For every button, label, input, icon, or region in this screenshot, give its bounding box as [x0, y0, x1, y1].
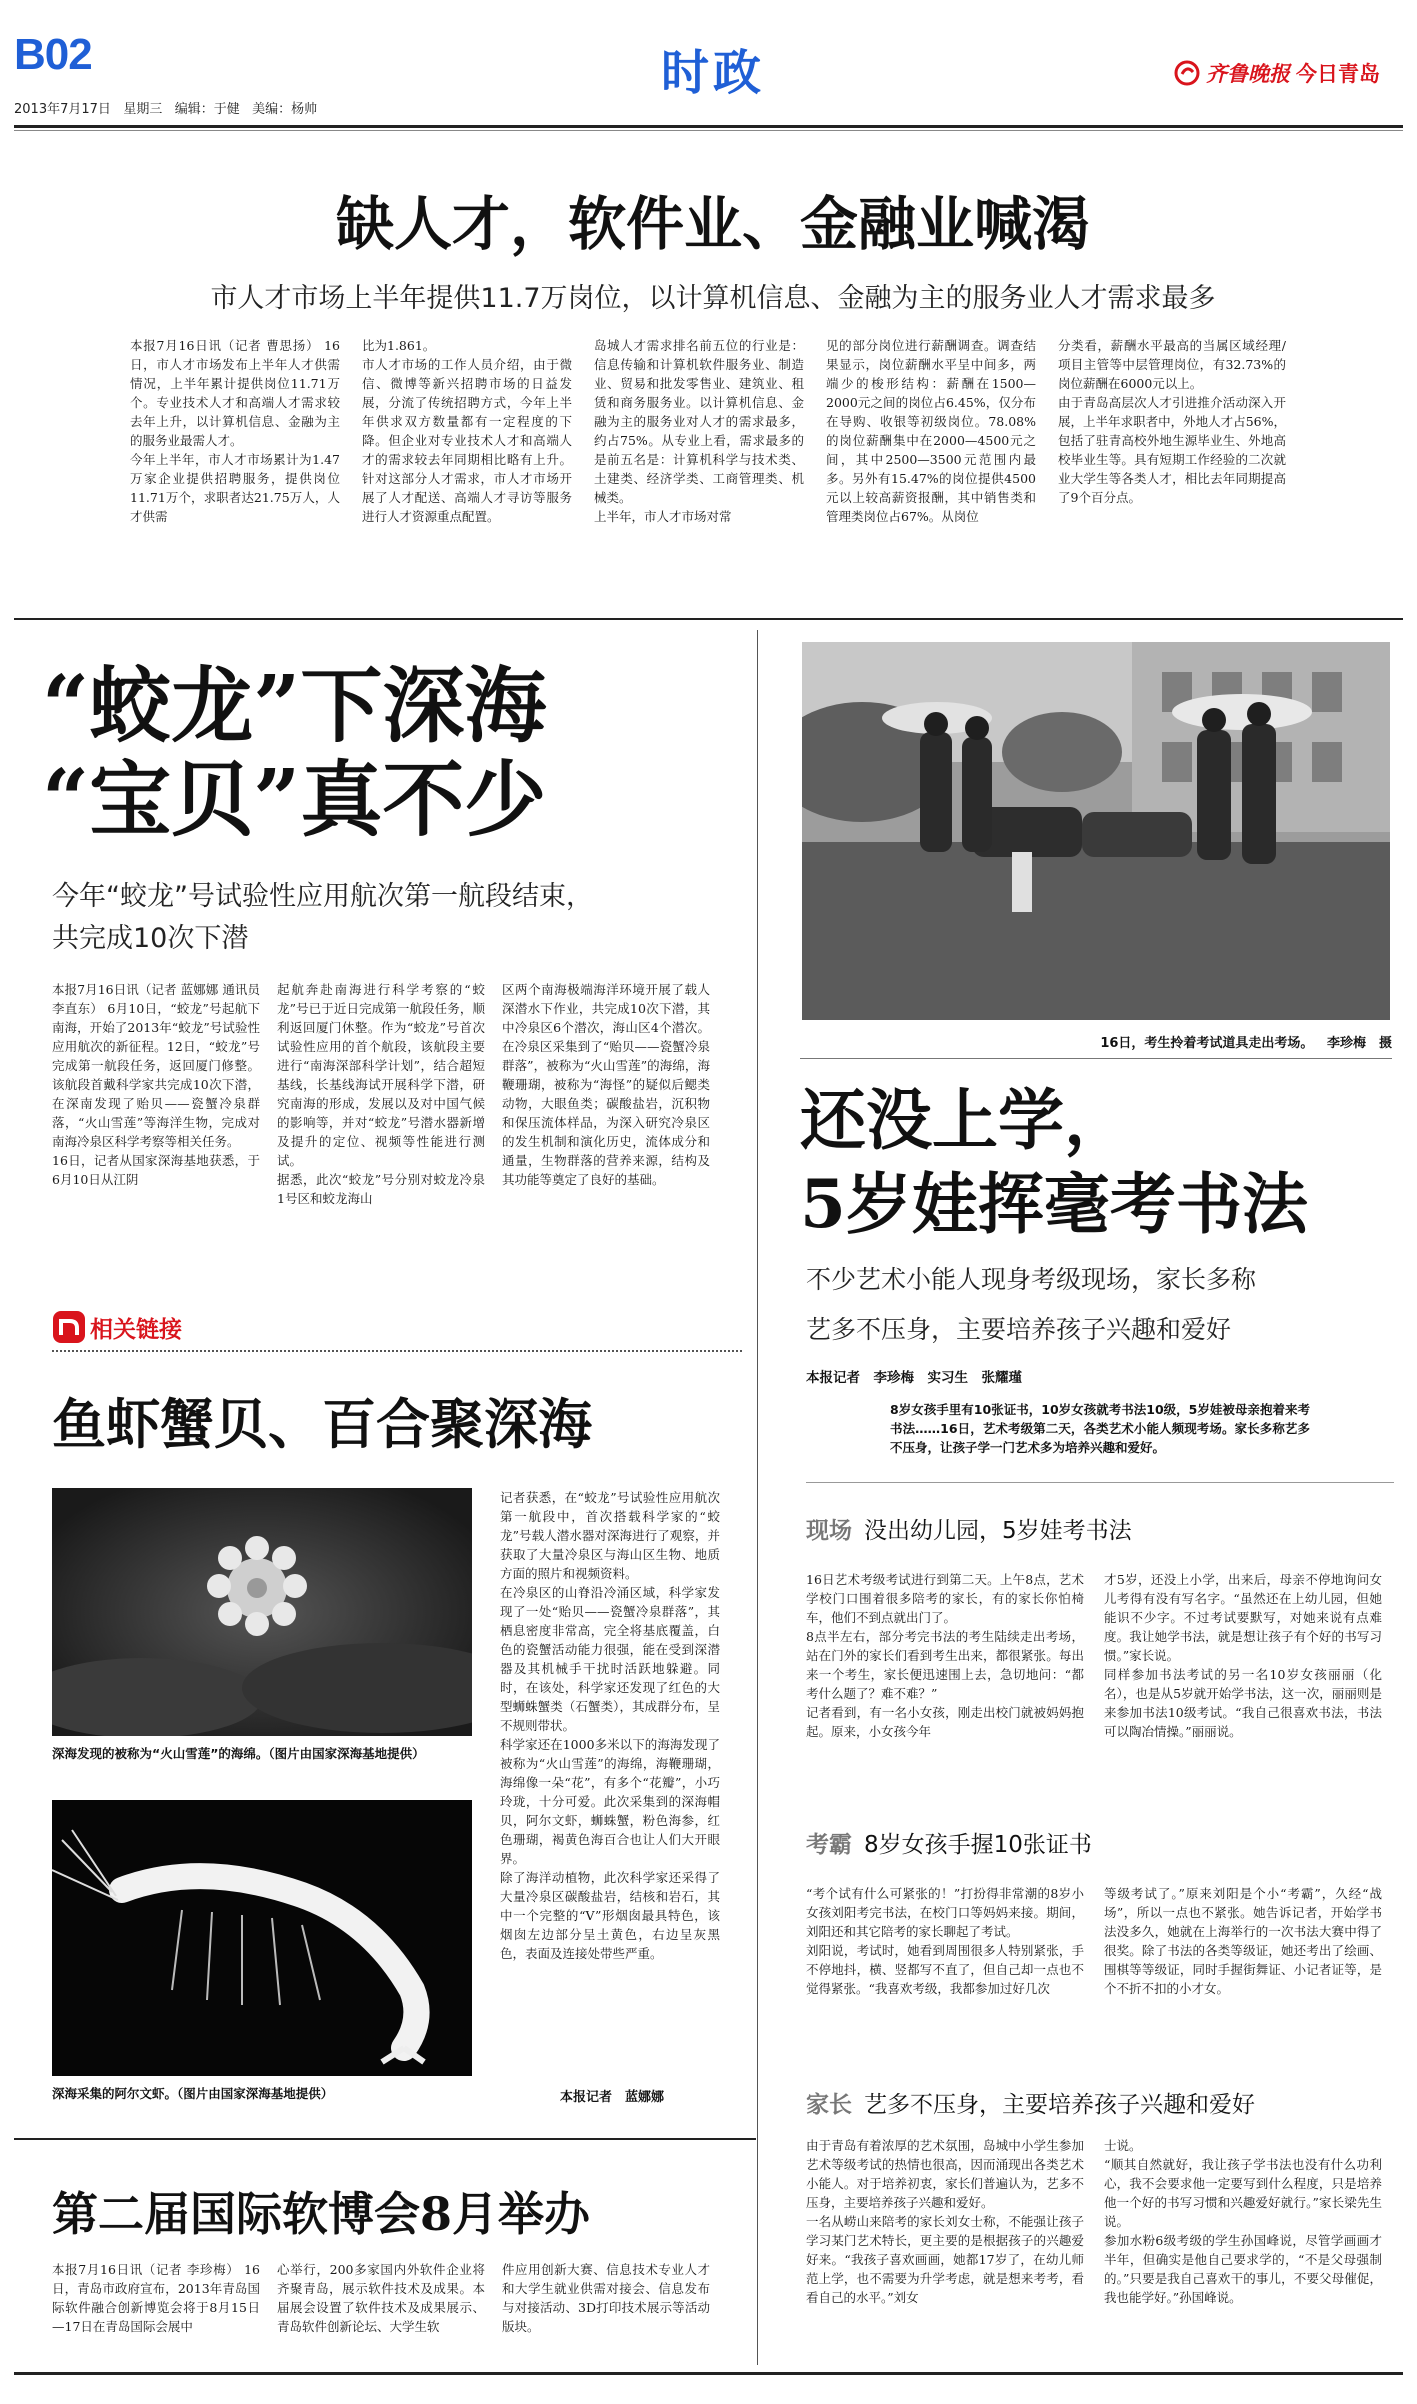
article1-bottom-rule [14, 618, 1403, 620]
article2-col-3: 区两个南海极端海洋环境开展了载人深潜水下作业，共完成10次下潜，其中冷泉区6个潜次，海山区4个潜次。在冷泉区采集到了“贻贝——瓷蟹冷泉群落”，被称为“火山雪莲”的海绵，海鞭珊瑚，被称为“海怪”的疑似后鳃类动物，大眼鱼类；碳酸盐岩，沉积物和保压流体样品，为深入研究冷泉区的发生机制和演化历史，流体成分和通量，生物群落的营养来源，结构及其功能等奠定了良好的基础。 [502, 982, 710, 1187]
page-number: B02 [14, 30, 92, 79]
section-title: 时政 [661, 45, 766, 101]
section-2-label: 考霸 [806, 1832, 852, 1858]
masthead-rule-thin [14, 130, 1403, 131]
article1-col-1: 本报7月16日讯（记者 曹思扬） 16日，市人才市场发布上半年人才供需情况，上半年累计提供岗位11.71万个。专业技术人才和高端人才需求较去年上升，以计算机信息、金融为主的服务业最需人才。 今年上半年，市人才市场累计为1.47万家企业提供招聘服务，提供岗位11.71万个，求职者达21.75万人，人才供需 [130, 338, 340, 524]
article1-title: 缺人才，软件业、金融业喊渴 [118, 188, 1308, 260]
article4-subtitle-line2: 艺多不压身，主要培养孩子兴趣和爱好 [806, 1315, 1232, 1344]
issue-date: 2013年7月17日 [14, 102, 111, 117]
section-2-col-2: 等级考试了。”原来刘阳是个小“考霸”，久经“战场”，所以一点也不紧张。她告诉记者，开始学书法没多久，她就在上海举行的一次书法大赛中得了很奖。除了书法的各类等级证，她还考出了绘画、围棋等等级证，同时手握街舞证、小记者证等，是个不折不扣的小才女。 [1104, 1886, 1382, 1996]
article3-title: 第二届国际软博会8月举办 [52, 2187, 591, 2241]
photo-caption: 16日，考生拎着考试道具走出考场。 [1100, 1036, 1314, 1051]
article1-subtitle: 市人才市场上半年提供11.7万岗位，以计算机信息、金融为主的服务业人才需求最多 [210, 283, 1216, 314]
section-1-heading [806, 1512, 1132, 1545]
article4-byline: 本报记者 李珍梅 实习生 张耀瑾 [806, 1370, 1022, 1386]
editor: 编辑：于健 [174, 102, 240, 117]
article2-col-1: 本报7月16日讯（记者 蓝娜娜 通讯员 李直东） 6月10日，“蛟龙”号起航下南海，开始了2013年“蛟龙”号试验性应用航次的新征程。12日，“蛟龙”号完成第一航段任务，返回厦门修整。该航段首戴科学家共完成10次下潜，在深南发现了贻贝——瓷蟹冷泉群落，“火山雪莲”等海洋生物，完成对南海冷泉区科学考察等相关任务。 16日，记者从国家深海基地获悉，于6月10日从江阴 [52, 982, 260, 1187]
related-body: 记者获悉，在“蛟龙”号试验性应用航次第一航段中，首次搭载科学家的“蛟龙”号载人潜水器对深海进行了观察，并获取了大量冷泉区与海山区生物、地质方面的照片和视频资料。 在冷泉区的山脊沿冷涌区域，科学家发现了一处“贻贝——瓷蟹冷泉群落”，其栖息密度非常高，完全将基底覆盖，白色的瓷蟹活动能力很强，能在受到深潜器及其机械手干扰时活跃地躲避。同时，在该处，科学家还发现了红色的大型蛳蛛蟹类（石蟹类），其成群分布，呈不规则带状。 科学家还在1000多米以下的海海发现了被称为“火山雪莲”的海绵，海鞭珊瑚，海绵像一朵“花”，有多个“花瓣”，小巧玲珑，十分可爱。此次采集到的深海帽贝，阿尔文虾，蛳蛛蟹，粉色海参，红色珊瑚，褐黄色海百合也让人们大开眼界。 除了海洋动植物，此次科学家还采得了大量冷泉区碳酸盐岩，结核和岩石，其中一个完整的“V”形烟囱最具特色，该烟囱左边部分呈土黄色，右边呈灰黑色，表面及连接处带些严重。 [500, 1490, 720, 1961]
article2-col-2: 起航奔赴南海进行科学考察的“蛟龙”号已于近日完成第一航段任务，顺利返回厦门休整。作为“蛟龙”号首次试验性应用的首个航段，该航段主要进行“南海深部科学计划”，结合超短基线，长基线海试开展科学下潜，研究南海的形成，发展以及对中国气候的影响等，并对“蛟龙”号潜水器新增及提升的定位、视频等性能进行测试。 据悉，此次“蛟龙”号分别对蛟龙冷泉1号区和蛟龙海山 [277, 982, 485, 1206]
section-1-label: 现场 [806, 1518, 852, 1544]
section-3-label: 家长 [806, 2092, 852, 2118]
article4-lead-rule [806, 1482, 1394, 1483]
related-dotted-rule [52, 1350, 742, 1352]
alvin-shrimp-caption: 深海采集的阿尔文虾。（图片由国家深海基地提供） [52, 2086, 334, 2101]
section-2-title: 8岁女孩手握10张证书 [864, 1832, 1092, 1858]
article1-col-3: 岛城人才需求排名前五位的行业是：信息传输和计算机软件服务业、制造业、贸易和批发零售业、建筑业、租赁和商务服务业。以计算机信息、金融为主的服务业对人才的需求最多，约占75%。从专业上看，需求最多的是前五名是：计算机科学与技术类、土建类、经济学类、工商管理类、机械类。 上半年，市人才市场对常 [594, 338, 804, 524]
article1-col-5: 分类看，薪酬水平最高的当属区域经理/项目主管等中层管理岗位，有32.73%的岗位薪酬在6000元以上。 由于青岛高层次人才引进推介活动深入开展，上半年求职者中，外地人才占56%，包括了驻青高校外地生源毕业生、外地高校毕业生等。具有短期工作经验的二次就业大学生等各类人才，相比去年同期提高了9个百分点。 [1058, 338, 1286, 505]
photo-caption-row [800, 1032, 1392, 1051]
masthead-rule [14, 125, 1403, 128]
article2-subtitle-line1: 今年“蛟龙”号试验性应用航次第一航段结束， [52, 881, 593, 912]
section-3-col-1: 由于青岛有着浓厚的艺术氛围，岛城中小学生参加艺术等级考试的热情也很高，因而涌现出各类艺术小能人。对于培养初衷，家长们普遍认为，艺多不压身，主要培养孩子兴趣和爱好。 一名从崂山来陪考的家长刘女士称，不能强让孩子学习某门艺术特长，更主要的是根据孩子的兴趣爱好来。“我孩子喜欢画画，她都17岁了，在幼儿师范上学，也不需要为升学考虑，就是想来考考，看看自己的水平。”刘女 [806, 2138, 1084, 2305]
article3-col-3: 件应用创新大赛、信息技术专业人才和大学生就业供需对接会、信息发布与对接活动、3D打印技术展示等活动版块。 [502, 2262, 710, 2334]
article4-lead: 8岁女孩手里有10张证书，10岁女孩就考书法10级，5岁娃被母亲抱着来考书法……16日，艺术考级第二天，各类艺术小能人频现考场。家长多称艺多不压身，让孩子学一门艺术多为培养兴趣和爱好。 [890, 1402, 1310, 1455]
section-1-col-2: 才5岁，还没上小学，出来后，母亲不停地询问女儿考得有没有写名字。“虽然还在上幼儿园，但她能识不少字。不过考试要默写，对她来说有点难度。我让她学书法，就是想让孩子有个好的书写习惯。”家长说。 同样参加书法考试的另一名10岁女孩丽丽（化名），也是从5岁就开始学书法，这一次，丽丽则是来参加书法10级考试。“我自己很喜欢书法，书法可以陶冶情操。”丽丽说。 [1104, 1572, 1382, 1739]
masthead-meta [14, 98, 317, 117]
article4-subtitle-line1: 不少艺术小能人现身考级现场，家长多称 [806, 1265, 1257, 1294]
related-link-tag [52, 1310, 182, 1344]
alvin-shrimp-photo [52, 1800, 472, 2076]
paper-brand [1174, 58, 1380, 88]
article3-col-2: 心举行，200多家国内外软件企业将齐聚青岛，展示软件技术及成果。本届展会设置了软件技术及成果展示、青岛软件创新论坛、大学生软 [277, 2262, 485, 2334]
article4-title-line1: 还没上学， [800, 1081, 1130, 1159]
paper-name: 齐鲁晚报 [1206, 62, 1290, 86]
exam-students-photo [802, 642, 1390, 1020]
section-1-title: 没出幼儿园，5岁娃考书法 [864, 1518, 1132, 1544]
weekday: 星期三 [123, 102, 163, 117]
section-1-col-1: 16日艺术考级考试进行到第二天。上午8点，艺术学校门口围着很多陪考的家长，有的家长你怕椅车，他们不到点就出门了。 8点半左右，部分考完书法的考生陆续走出考场，站在门外的家长们看到考生出来，都很紧张。每出来一个考生，家长便迅速围上去，急切地问：“都考什么题了？难不难？” 记者看到，有一名小女孩，刚走出校门就被妈妈抱起。原来，小女孩今年 [806, 1572, 1084, 1739]
article4-title-line2: 5岁娃挥毫考书法 [800, 1165, 1308, 1243]
related-title: 鱼虾蟹贝、百合聚深海 [52, 1392, 592, 1456]
article3-col-1: 本报7月16日讯（记者 李珍梅） 16日，青岛市政府宣布，2013年青岛国际软件融合创新博览会将于8月15日—17日在青岛国际会展中 [52, 2262, 260, 2334]
volcano-snow-lotus-photo [52, 1488, 472, 1736]
photo-caption-rule [800, 1058, 1392, 1059]
designer: 美编：杨帅 [252, 102, 318, 117]
photo-credit: 李珍梅 摄 [1326, 1036, 1392, 1051]
article1-col-2: 比为1.861。 市人才市场的工作人员介绍，由于微信、微博等新兴招聘市场的日益发展，分流了传统招聘方式，今年上半年供求双方数量都有一定程度的下降。但企业对专业技术人才和高端人才的需求较去年同期相比略有上升。针对这部分人才需求，市人才市场开展了人才配送、高端人才寻访等服务进行人才资源重点配置。 [362, 338, 572, 524]
related-bottom-rule [14, 2138, 756, 2140]
article2-subtitle-line2: 共完成10次下潜 [52, 923, 249, 954]
center-column-rule [757, 630, 758, 2365]
section-3-title: 艺多不压身，主要培养孩子兴趣和爱好 [864, 2092, 1255, 2118]
related-byline: 本报记者 蓝娜娜 [560, 2090, 665, 2105]
volcano-snow-lotus-caption: 深海发现的被称为“火山雪莲”的海绵。（图片由国家深海基地提供） [52, 1746, 425, 1761]
newspaper-logo-icon [1174, 60, 1200, 86]
section-3-col-2: 士说。 “顺其自然就好，我让孩子学书法也没有什么功利心，我不会要求他一定要写到什么程度，只是培养他一个好的书写习惯和兴趣爱好就行。”家长梁先生说。 参加水粉6级考级的学生孙国峰说，尽管学画画才半年，但确实是他自己要求学的，“不是父母强制的。”只要是我自己喜欢干的事儿，不要父母催促，我也能学好。”孙国峰说。 [1104, 2138, 1382, 2305]
related-link-icon [52, 1310, 86, 1344]
article1-col-4: 见的部分岗位进行薪酬调查。调查结果显示，岗位薪酬水平呈中间多，两端少的梭形结构：薪酬在1500—2000元之间的岗位占6.45%，仅分布在导购、收银等初级岗位。78.08%的岗位薪酬集中在2000—4500元之间，其中2500—3500元范围内最多。另外有15.47%的岗位提供4500元以上较高薪资报酬，其中销售类和管理类岗位占67%。从岗位 [826, 338, 1036, 524]
section-2-heading [806, 1826, 1092, 1859]
article2-title-line2: “宝贝”真不少 [42, 752, 547, 848]
article2-title-line1: “蛟龙”下深海 [42, 658, 547, 754]
related-link-label: 相关链接 [90, 1316, 182, 1343]
page-bottom-rule [14, 2372, 1403, 2375]
edition-name: 今日青岛 [1296, 62, 1380, 86]
section-2-col-1: “考个试有什么可紧张的！”打扮得非常潮的8岁小女孩刘阳考完书法，在校门口等妈妈来接。期间，刘阳还和其它陪考的家长聊起了考试。 刘阳说，考试时，她看到周围很多人特别紧张，手不停地抖，横、竖都写不直了，但自己却一点也不觉得紧张。“我喜欢考级，我都参加过好几次 [806, 1886, 1084, 1996]
section-3-heading [806, 2086, 1255, 2119]
